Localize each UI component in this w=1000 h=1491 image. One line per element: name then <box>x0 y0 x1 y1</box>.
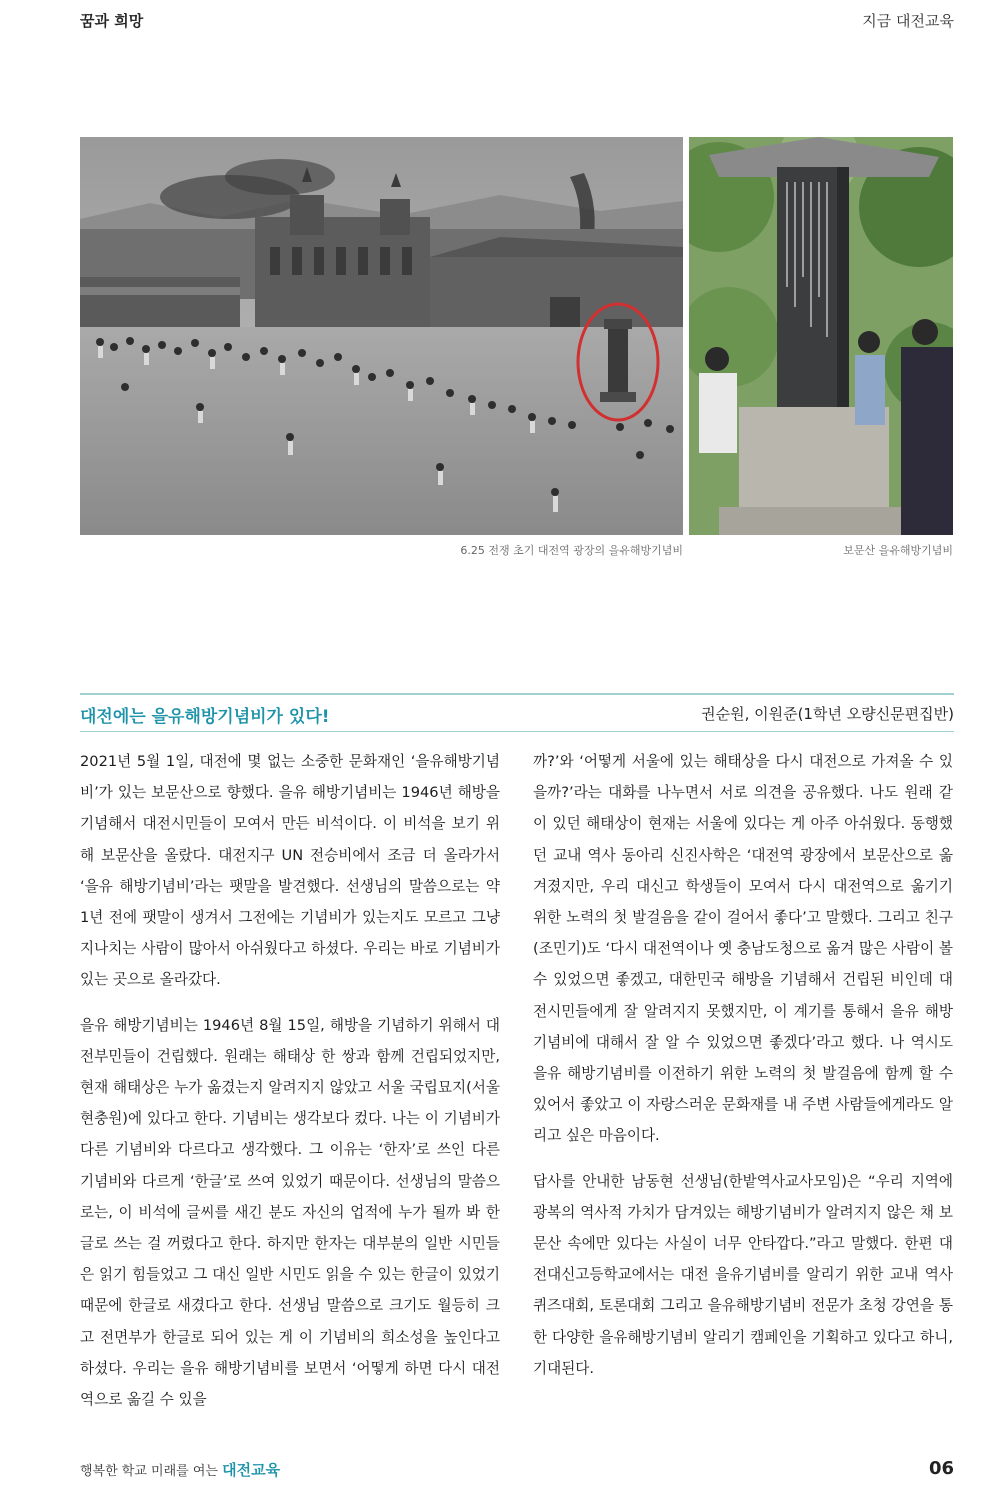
article-byline: 권순원, 이원준(1학년 오량신문편집반) <box>701 705 954 723</box>
article-paragraph: 까?’와 ‘어떻게 서울에 있는 해태상을 다시 대전으로 가져올 수 있을까?’라는 대화를 나누면서 서로 의견을 공유했다. 나도 원래 같이 있던 해태상이 현재는 서울에 있다는 게 아주 아쉬웠다. 동행했던 교내 역사 동아리 신진사학은 ‘대전역 광장에서 보문산으로 옮겨졌지만, 우리 대신고 학생들이 모여서 다시 대전역으로 옮기기 위한 노력의 첫 발걸음을 같이 걸어서 좋다’고 말했다. 그리고 친구(조민기)도 ‘다시 대전역이나 옛 충남도청으로 옮겨 많은 사람이 볼 수 있었으면 좋겠고, 대한민국 해방을 기념해서 건립된 비인데 대전시민들에게 잘 알려지지 못했지만, 이 계기를 통해서 을유 해방기념비에 대해서 잘 알 수 있었으면 좋겠다’라고 했다. 나 역시도 을유 해방기념비를 이전하기 위한 노력의 첫 발걸음에 함께 할 수 있어서 좋았고 이 자랑스러운 문화재를 내 주변 사람들에게라도 알리고 싶은 마음이다. <box>533 753 953 1145</box>
article-title: 대전에는 을유해방기념비가 있다! <box>80 707 330 727</box>
station-plaza-photo <box>80 137 683 535</box>
footer-slogan: 행복한 학교 미래를 여는 <box>80 1464 218 1479</box>
title-rule-top <box>80 693 954 695</box>
article-paragraph: 2021년 5월 1일, 대전에 몇 없는 소중한 문화재인 ‘을유해방기념비’가 있는 보문산으로 향했다. 을유 해방기념비는 1946년 해방을 기념해서 대전시민들이 모여서 만든 비석이다. 이 비석을 보기 위해 보문산을 올랐다. 대전지구 UN 전승비에서 조금 더 올라가서 ‘을유 해방기념비’라는 팻말을 발견했다. 선생님의 말씀으로는 약 1년 전에 팻말이 생겨서 그전에는 기념비가 있는지도 모르고 그냥 지나치는 사람이 많아서 아쉬웠다고 하셨다. 우리는 바로 기념비가 있는 곳으로 올라갔다. <box>80 753 500 989</box>
side-photo-caption: 보문산 을유해방기념비 <box>843 544 953 557</box>
footer-brand: 대전교육 <box>222 1461 281 1479</box>
bomunsan-memorial-photo <box>689 137 953 535</box>
article-paragraph: 을유 해방기념비는 1946년 8월 15일, 해방을 기념하기 위해서 대전부민들이 건립했다. 원래는 해태상 한 쌍과 함께 건립되었지만, 현재 해태상은 누가 옮겼는지 알려지지 않았고 서울 국립묘지(서울현충원)에 있다고 한다. 기념비는 생각보다 컸다. 나는 이 기념비가 다른 기념비와 다르다고 생각했다. 그 이유는 ‘한자’로 쓰인 다른 기념비와 다르게 ‘한글’로 쓰여 있었기 때문이다. 선생님의 말씀으로는, 이 비석에 글씨를 새긴 분도 자신의 업적에 누가 될까 봐 한글로 쓰는 걸 꺼렸다고 한다. 하지만 한자는 대부분의 일반 시민들은 읽기 힘들었고 그 대신 일반 시민도 읽을 수 있는 한글이 있었기 때문에 한글로 새겼다고 한다. 선생님 말씀으로 크기도 월등히 크고 전면부가 한글로 되어 있는 게 이 기념비의 희소성을 높인다고 하셨다. 우리는 을유 해방기념비를 보면서 ‘어떻게 하면 다시 대전역으로 옮길 수 있을 <box>80 1016 500 1409</box>
article-column-right <box>533 746 953 1398</box>
title-rule-bottom <box>80 731 954 732</box>
page-number: 06 <box>928 1458 954 1479</box>
header-magazine-label: 지금 대전교육 <box>862 12 954 30</box>
article-column-left <box>80 746 500 1429</box>
footer-slogan-block <box>80 1459 280 1480</box>
main-photo-caption: 6.25 전쟁 초기 대전역 광장의 을유해방기념비 <box>460 544 683 557</box>
header-section-label: 꿈과 희망 <box>80 12 144 30</box>
article-paragraph: 답사를 안내한 남동현 선생님(한밭역사교사모임)은 “우리 지역에 광복의 역사적 가치가 담겨있는 해방기념비가 알려지지 않은 채 보문산 속에만 있다는 사실이 너무 안타깝다.”라고 말했다. 한편 대전대신고등학교에서는 대전 을유기념비를 알리기 위한 교내 역사퀴즈대회, 토론대회 그리고 을유해방기념비 전문가 초청 강연을 통한 다양한 을유해방기념비 알리기 캠페인을 기획하고 있다고 하니, 기대된다. <box>533 1172 953 1377</box>
